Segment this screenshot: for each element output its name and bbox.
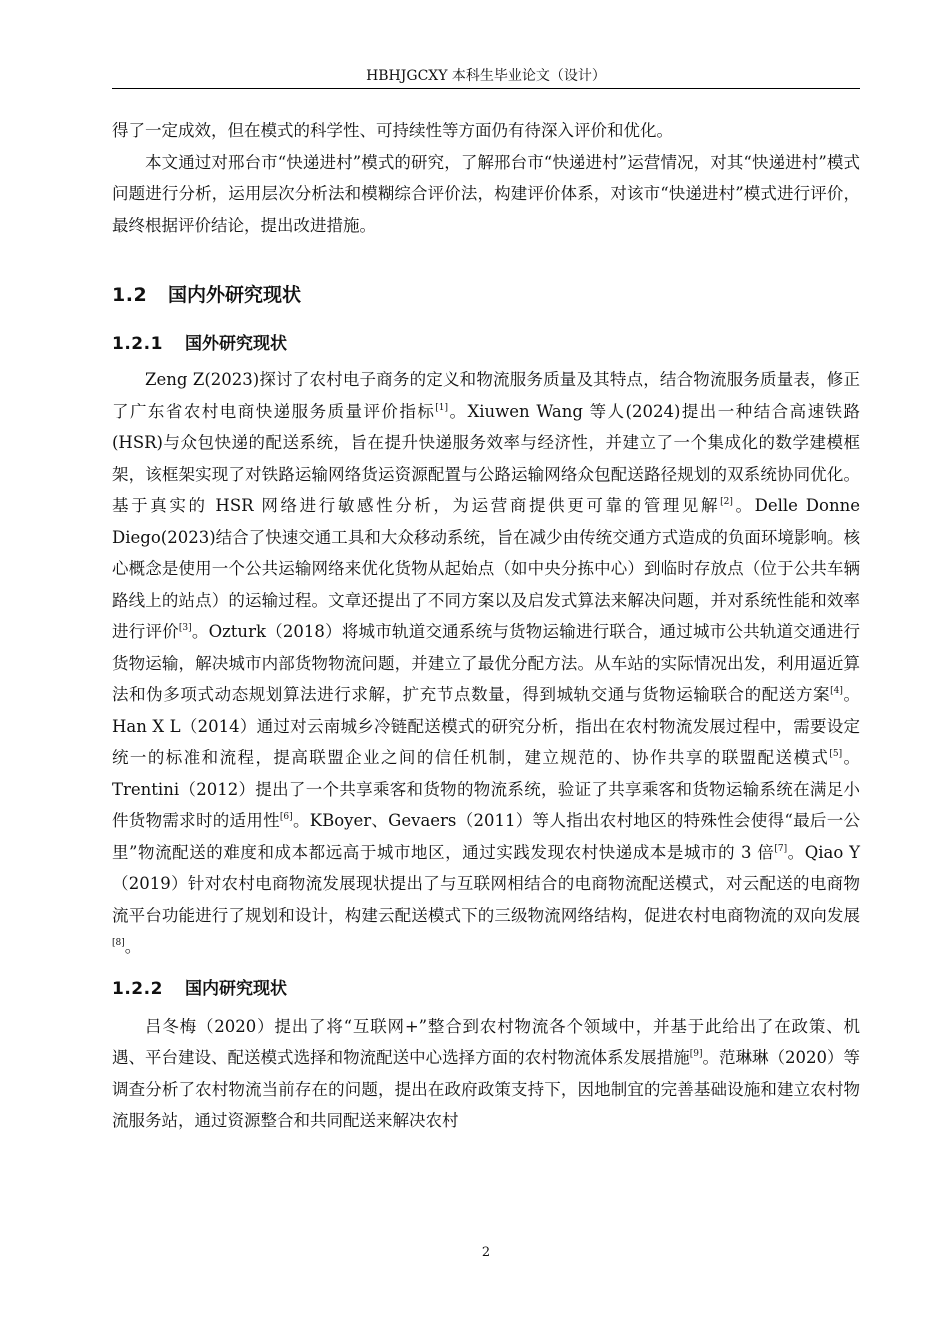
text-run: 。KBoyer、Gevaers（2011）等人指出农村地区的特殊性会使得“最后一公里”物流配送的难度和成本都远高于城市地区，通过实践发现农村快递成本是城市的 3 倍	[112, 811, 860, 862]
citation-marker: [6]	[279, 812, 293, 822]
subsection-title: 国外研究现状	[185, 334, 287, 354]
text-run: 。Trentini（2012）提出了一个共享乘客和货物的物流系统，验证了共享乘客和货物运输系统在满足小件货物需求时的适用性	[112, 748, 861, 830]
intro-continuation: 得了一定成效，但在模式的科学性、可持续性等方面仍有待深入评价和优化。	[112, 121, 673, 140]
citation-marker: [8]	[112, 938, 125, 948]
text-run: Zeng Z(2023)探讨了农村电子商务的定义和物流服务质量及其特点，结合物流服务质量表，修正了广东省农村电商快递服务质量评价指标	[112, 370, 860, 421]
text-run: 。Qiao Y（2019）针对农村电商物流发展现状提出了与互联网相结合的电商物流配送模式，对云配送的电商物流平台功能进行了规划和设计，构建云配送模式下的三级物流网络结构，促进农村电商物流的双向发展	[112, 842, 860, 925]
citation-marker: [3]	[178, 623, 192, 633]
subsection-title: 国内研究现状	[185, 978, 287, 999]
section-number: 1.2	[112, 284, 148, 306]
subsection-heading-1-2-1	[112, 325, 860, 364]
citation-marker: [7]	[774, 843, 788, 854]
subsection-heading-1-2-2	[112, 963, 860, 1011]
intro-paragraph: 本文通过对邢台市“快递进村”模式的研究，了解邢台市“快递进村”运营情况，对其“快递进村”模式问题进行分析，运用层次分析法和模糊综合评价法，构建评价体系，对该市“快递进村”模式进行评价，最终根据评价结论，提出改进措施。	[112, 152, 860, 235]
text-run: 吕冬梅（2020）提出了将“互联网+”整合到农村物流各个领域中，并基于此给出了在政策、机遇、平台建设、配送模式选择和物流配送中心选择方面的农村物流体系发展措施	[112, 1016, 860, 1067]
body-text	[112, 115, 860, 1137]
foreign-research-paragraph	[112, 364, 860, 963]
header-rule	[112, 88, 860, 89]
page-number: 2	[481, 1245, 491, 1260]
section-heading-1-2	[112, 241, 860, 325]
text-run: 。	[124, 937, 142, 956]
text-run: 。Xiuwen Wang 等人(2024)提出一种结合高速铁路(HSR)与众包快递的配送系统，旨在提升快递服务效率与经济性，并建立了一个集成化的数学建模框架，该框架实现了对铁路运输网络货运资源配置与公路运输网络众包配送路径规划的双系统协同优化。基于真实的 HSR 网络进行敏感性分析，为运营商提供更可靠的管理见解	[112, 401, 860, 515]
citation-marker: [4]	[830, 686, 843, 696]
text-run: 。Han X L（2014）通过对云南城乡冷链配送模式的研究分析，指出在农村物流发展过程中，需要设定统一的标准和流程，提高联盟企业之间的信任机制，建立规范的、协作共享的联盟配送模式	[112, 685, 861, 767]
citation-marker: [1]	[435, 402, 449, 413]
running-header: HBHJGCXY 本科生毕业论文（设计）	[366, 68, 606, 84]
section-title: 国内外研究现状	[168, 284, 302, 306]
citation-marker: [9]	[689, 1049, 703, 1059]
citation-marker: [5]	[829, 749, 843, 759]
citation-marker: [2]	[720, 497, 733, 507]
subsection-number: 1.2.1	[112, 334, 163, 354]
domestic-research-paragraph	[112, 1011, 860, 1137]
subsection-number: 1.2.2	[112, 978, 163, 999]
text-run: 。Delle Donne Diego(2023)结合了快速交通工具和大众移动系统，旨在减少由传统交通方式造成的负面环境影响。核心概念是使用一个公共运输网络来优化货物从起始点（如中央分拣中心）到临时存放点（位于公共车辆路线上的站点）的运输过程。文章还提出了不同方案以及启发式算法来解决问题，并对系统性能和效率进行评价	[112, 496, 860, 641]
text-run: 。范琳琳（2020）等调查分析了农村物流当前存在的问题，提出在政府政策支持下，因地制宜的完善基础设施和建立农村物流服务站，通过资源整合和共同配送来解决农村	[112, 1048, 861, 1130]
text-run: 。Ozturk（2018）将城市轨道交通系统与货物运输进行联合，通过城市公共轨道交通进行货物运输，解决城市内部货物物流问题，并建立了最优分配方法。从车站的实际情况出发，利用逼近算法和伪多项式动态规划算法进行求解，扩充节点数量，得到城轨交通与货物运输联合的配送方案	[112, 622, 860, 704]
